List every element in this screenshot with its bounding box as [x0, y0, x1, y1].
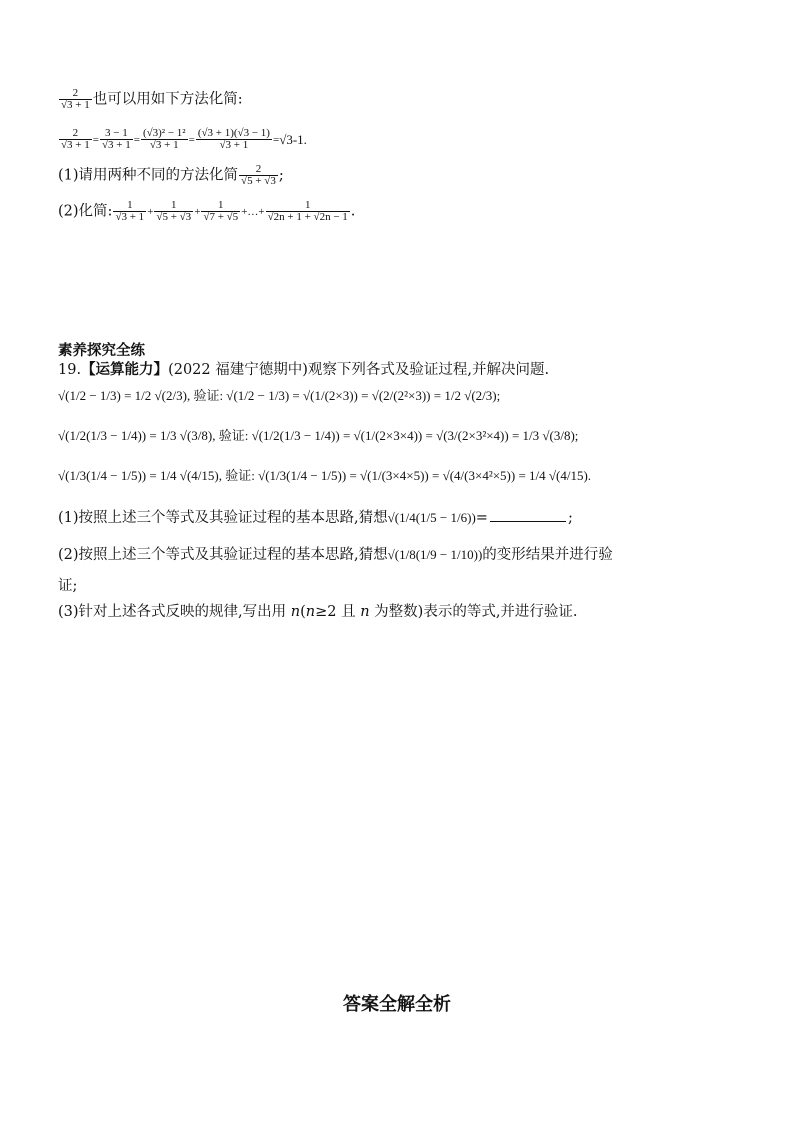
problem-tag: 【运算能力】 — [81, 361, 169, 378]
chain-frac-4: $\frac{(√3 + 1)(√3 - 1)}{√3 + 1}$ — [197, 127, 270, 151]
question-1: (1)请用两种不同的方法化简 $\frac{2}{√5 + √3}$ ; — [58, 163, 284, 187]
problem-number: 19. — [58, 362, 82, 378]
q2-ellipsis: +…+ — [241, 205, 265, 218]
equation-1: √(1/2 − 1/3) = 1/2 √(2/3), 验证: √(1/2 − 1/3) = √(1/(2×3)) = √(2/(2²×3)) = 1/2 √(2/3); — [58, 388, 501, 403]
equation-3: √(1/3(1/4 − 1/5)) = 1/4 √(4/15), 验证: √(1/3(1/4 − 1/5)) = √(1/(3×4×5)) = √(4/(3×4²×5)) = 1/4 √(4/15). — [58, 468, 592, 483]
q1-fraction: $\frac{2}{√5 + √3}$ — [241, 163, 276, 187]
q2-term-2: $\frac{1}{√5 + √3}$ — [156, 199, 192, 223]
sub-question-2-cont: 证; — [58, 578, 78, 594]
intro-text: 也可以用如下方法化简: — [92, 91, 243, 108]
q1-label: (1)请用两种不同的方法化简 — [58, 167, 239, 184]
sub1-expression: √(1/4(1/5 − 1/6)) — [387, 510, 476, 525]
chain-frac-2: $\frac{3 - 1}{√3 + 1}$ — [101, 127, 131, 151]
sub2-expression: √(1/8(1/9 − 1/10)) — [387, 547, 483, 562]
chain-result: √3-1. — [279, 131, 307, 147]
sub-question-2: (2)按照上述三个等式及其验证过程的基本思路,猜想√(1/8(1/9 − 1/10))的变形结果并进行验 — [58, 547, 613, 563]
answer-section-title: 答案全解全析 — [343, 994, 451, 1015]
question-2: (2)化简: $\frac{1}{√3 + 1}$ + $\frac{1}{√5 + √3}$ + $\frac{1}{√7 + √5}$ +…+ $\frac{1}{√2n + 1 + √2n - 1}$ . — [58, 199, 356, 223]
answer-blank[interactable] — [490, 521, 566, 522]
intro-lead — [58, 88, 243, 111]
equation-2: √(1/2(1/3 − 1/4)) = 1/3 √(3/8), 验证: √(1/2(1/3 − 1/4)) = √(1/(2×3×4)) = √(3/(2×3²×4)) = 1/3 √(3/8); — [58, 428, 579, 443]
chain-frac-3: $\frac{\text{(√3)² − 1²}}{√3 + 1}$ — [142, 127, 186, 151]
section-title: 素养探究全练 — [58, 342, 145, 359]
problem-description: 观察下列各式及验证过程,并解决问题. — [307, 362, 550, 378]
frac-numerator: 2 — [59, 88, 92, 100]
problem-19-header — [58, 360, 549, 380]
frac-denominator: √3 + 1 — [61, 99, 90, 111]
q2-term-1: $\frac{1}{√3 + 1}$ — [115, 199, 145, 223]
q2-term-last: $\frac{1}{√2n + 1 + √2n - 1}$ — [267, 199, 348, 223]
q2-term-3: $\frac{1}{√7 + √5}$ — [203, 199, 239, 223]
q2-label: (2)化简: — [58, 203, 113, 220]
problem-source: (2022 福建宁德期中) — [168, 362, 308, 378]
sub-question-3: (3)针对上述各式反映的规律,写出用 n(n≥2 且 n 为整数)表示的等式,并进行验证. — [58, 604, 578, 620]
lead-fraction — [59, 88, 92, 111]
intro-chain: $\frac{2}{√3 + 1}$ = $\frac{3 - 1}{√3 + 1}$ = $\frac{\text{(√3)² − 1²}}{√3 + 1}$ = $\frac{(√3 + 1)(√3 - 1)}{√3 + 1}$ =√3-1. — [61, 127, 307, 151]
sub-question-1: (1)按照上述三个等式及其验证过程的基本思路,猜想√(1/4(1/5 − 1/6))= ; — [58, 510, 573, 526]
chain-frac-1: $\frac{2}{√3 + 1}$ — [61, 127, 90, 151]
